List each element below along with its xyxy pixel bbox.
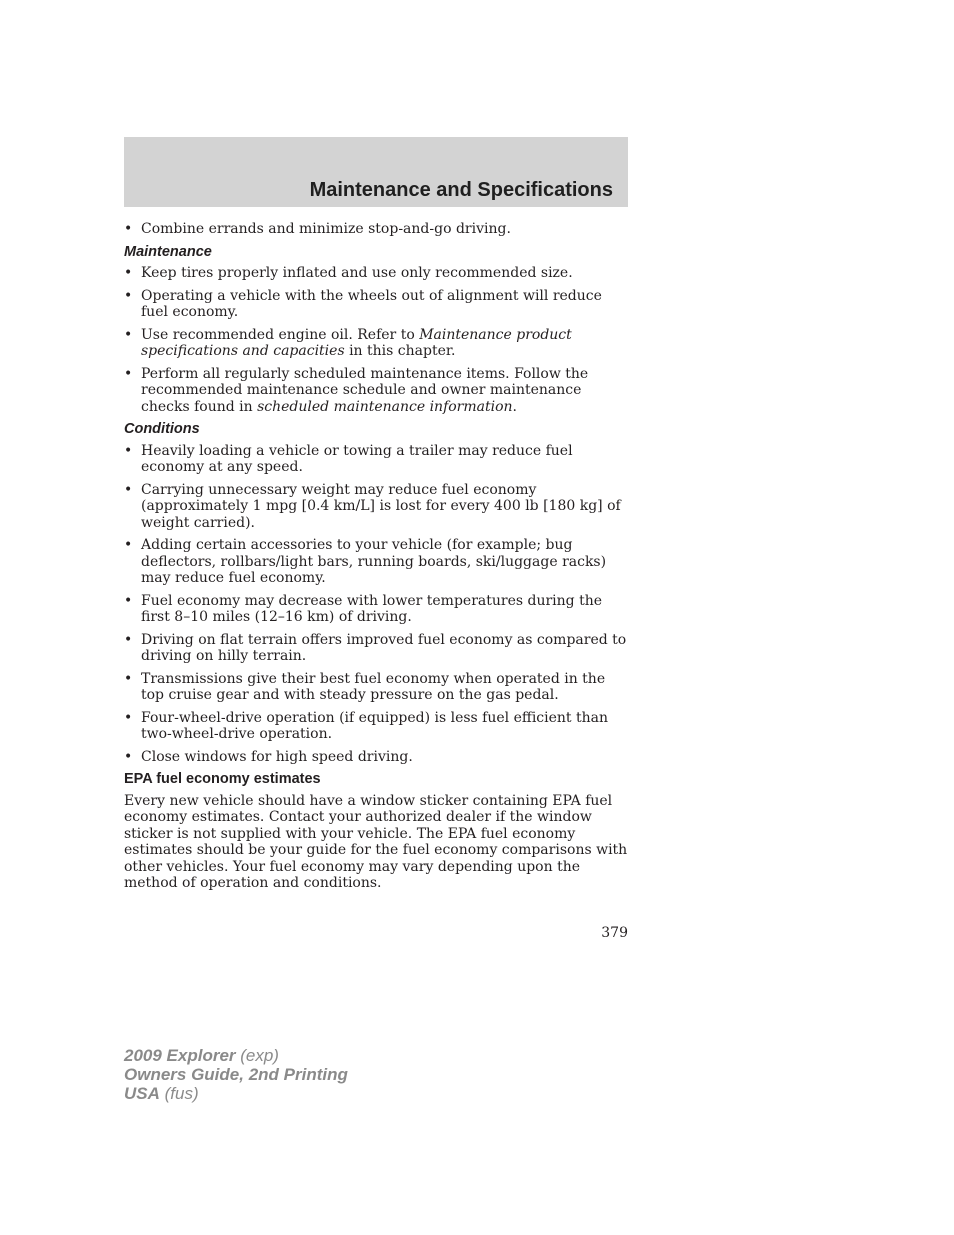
bullet-icon: • — [124, 748, 133, 765]
list-item — [124, 537, 630, 587]
list-item-text: . — [512, 398, 517, 415]
list-item — [124, 221, 630, 238]
cross-reference: scheduled maintenance information — [257, 398, 513, 415]
cross-reference: Maintenance product specifications and capacities — [141, 326, 572, 359]
list-item-text: Heavily loading a vehicle or towing a trailer may reduce fuel economy at any speed. — [141, 442, 573, 475]
bullet-icon: • — [124, 221, 133, 237]
section-header-band — [124, 137, 628, 207]
bullet-icon: • — [124, 670, 133, 687]
footer-model-code: (exp) — [235, 1046, 279, 1065]
footer-guide: Owners Guide, 2nd Printing — [124, 1065, 348, 1084]
list-item — [124, 366, 630, 416]
list-item — [124, 710, 630, 743]
maintenance-heading: Maintenance — [124, 243, 212, 260]
bullet-icon: • — [124, 442, 133, 459]
list-item — [124, 288, 630, 321]
maintenance-list — [124, 265, 630, 415]
list-item — [124, 327, 630, 360]
list-item — [124, 632, 630, 665]
list-item-text: Driving on flat terrain offers improved fuel economy as compared to driving on hilly terrain. — [141, 631, 627, 664]
footer-market: USA — [124, 1084, 160, 1103]
list-item — [124, 443, 630, 476]
page-number: 379 — [601, 925, 628, 941]
bullet-icon: • — [124, 481, 133, 498]
list-item-text: Close windows for high speed driving. — [141, 748, 413, 765]
list-item-text: Four-wheel-drive operation (if equipped) is less fuel efficient than two-wheel-drive operation. — [141, 709, 608, 742]
list-item-text: Perform all regularly scheduled maintenance items. Follow the recommended maintenance schedule and owner maintenance checks found in — [141, 365, 589, 415]
bullet-icon: • — [124, 326, 133, 343]
footer-model: 2009 Explorer — [124, 1046, 236, 1065]
list-item-text: Adding certain accessories to your vehicle (for example; bug deflectors, rollbars/light bars, running boards, ski/luggage racks) may reduce fuel economy. — [141, 537, 607, 586]
footer-line-model — [124, 1046, 348, 1065]
bullet-icon: • — [124, 537, 133, 553]
bullet-icon: • — [124, 592, 133, 609]
page-content — [124, 221, 630, 892]
list-item-text: in this chapter. — [344, 343, 456, 359]
footer-market-code: (fus) — [159, 1084, 199, 1103]
conditions-heading: Conditions — [124, 421, 200, 437]
list-item-text: Use recommended engine oil. Refer to — [141, 326, 420, 343]
bullet-icon: • — [124, 265, 133, 281]
epa-paragraph: Every new vehicle should have a window sticker containing EPA fuel economy estimates. Contact your authorized dealer if the window sticker is not supplied with your vehicle. The EPA fuel economy estimates should be your guide for the fuel economy comparisons with other vehicles. Your fuel economy may vary depending upon the method of operation and conditions. — [124, 792, 628, 891]
epa-heading: EPA fuel economy estimates — [124, 771, 321, 787]
list-item-text: Operating a vehicle with the wheels out of alignment will reduce fuel economy. — [141, 287, 602, 320]
bullet-icon: • — [124, 365, 133, 382]
bullet-icon: • — [124, 709, 133, 726]
list-item-text: Combine errands and minimize stop-and-go driving. — [141, 221, 511, 237]
list-item — [124, 593, 630, 626]
list-item-text: Fuel economy may decrease with lower temperatures during the first 8–10 miles (12–16 km) of driving. — [141, 592, 602, 625]
list-item — [124, 482, 630, 532]
list-item — [124, 749, 630, 766]
bullet-icon: • — [124, 631, 133, 648]
document-footer — [124, 1046, 348, 1103]
conditions-list — [124, 443, 630, 766]
intro-list — [124, 221, 630, 238]
bullet-icon: • — [124, 287, 133, 304]
list-item-text: Keep tires properly inflated and use only recommended size. — [141, 265, 573, 281]
footer-line-market — [124, 1084, 348, 1103]
list-item — [124, 265, 630, 282]
list-item — [124, 671, 630, 704]
footer-line-guide — [124, 1065, 348, 1084]
list-item-text: Carrying unnecessary weight may reduce fuel economy (approximately 1 mpg [0.4 km/L] is lost for every 400 lb [180 kg] of weight carried). — [141, 481, 621, 531]
section-title: Maintenance and Specifications — [309, 179, 613, 201]
list-item-text: Transmissions give their best fuel economy when operated in the top cruise gear and with steady pressure on the gas pedal. — [141, 670, 606, 703]
